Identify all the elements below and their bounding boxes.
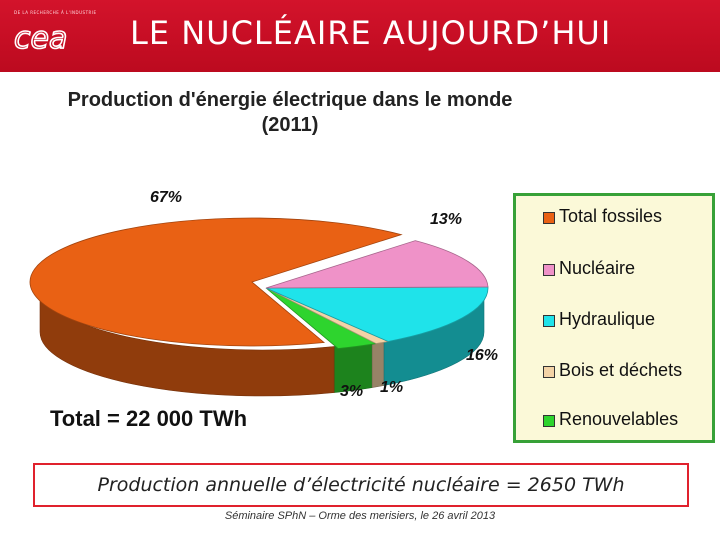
page-title: LE NUCLÉAIRE AUJOURD’HUI: [130, 14, 612, 52]
pie-label-nucl-aire: 13%: [430, 211, 463, 228]
chart-title-main: Production d'énergie électrique dans le monde: [67, 89, 513, 111]
legend-swatch: [543, 366, 555, 378]
logo-tagline: DE LA RECHERCHE À L'INDUSTRIE: [14, 10, 97, 15]
pie-slices: [30, 218, 488, 349]
footer-text: Séminaire SPhN – Orme des merisiers, le 26 avril 2013: [224, 510, 496, 522]
pie-label-bois-et-d-chets: 1%: [380, 379, 404, 396]
nuclear-production-banner: [33, 463, 689, 507]
legend-label: Renouvelables: [559, 409, 679, 429]
chart-title-year: (2011): [261, 114, 319, 136]
legend-swatch: [543, 264, 555, 276]
legend-swatch: [543, 415, 555, 427]
total-label: Total = 22 000 TWh: [50, 406, 248, 431]
banner-text: Production annuelle d’électricité nucléaire = 2650 TWh: [97, 474, 625, 496]
legend-swatch: [543, 315, 555, 327]
legend-swatch: [543, 212, 555, 224]
legend-label: Nucléaire: [559, 258, 636, 278]
legend-label: Bois et déchets: [559, 360, 683, 380]
legend: [513, 193, 715, 443]
logo-text: cea: [14, 22, 68, 56]
pie-label-hydraulique: 16%: [466, 347, 499, 364]
legend-label: Total fossiles: [559, 206, 663, 226]
pie-label-renouvelables: 3%: [340, 383, 364, 400]
legend-label: Hydraulique: [559, 309, 656, 329]
pie-label-total-fossiles: 67%: [150, 189, 183, 206]
